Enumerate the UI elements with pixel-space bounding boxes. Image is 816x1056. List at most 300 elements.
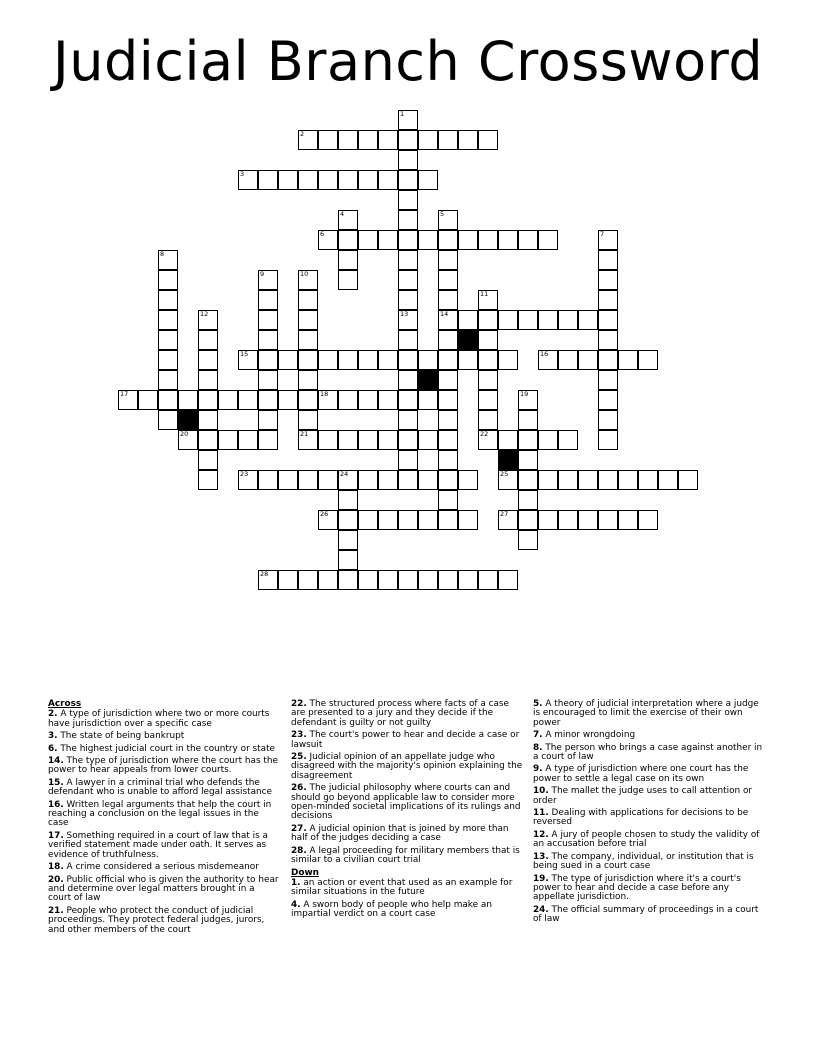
down-clue — [533, 853, 765, 872]
grid-cell[interactable] — [538, 510, 558, 530]
grid-cell[interactable] — [538, 310, 558, 330]
clue-text: The judicial philosophy where courts can and should go beyond applicable law to consider more open-minded societal implications of its rulings and decisions — [291, 783, 521, 822]
clue-number: 17 — [120, 390, 129, 398]
grid-cell[interactable] — [558, 350, 578, 370]
grid-cell[interactable] — [198, 470, 218, 490]
black-square — [418, 370, 438, 390]
grid-cell[interactable] — [258, 370, 278, 390]
clue-number: 6 — [320, 230, 325, 238]
clue-number-label: 15. — [48, 777, 64, 788]
clue-text: A type of jurisdiction where two or more courts have jurisdiction over a specific case — [48, 709, 270, 729]
clue-number: 24 — [340, 470, 349, 478]
grid-cell[interactable] — [218, 430, 238, 450]
grid-cell[interactable] — [258, 350, 278, 370]
grid-cell[interactable] — [418, 130, 438, 150]
clue-number: 11 — [480, 290, 489, 298]
grid-cell[interactable] — [518, 230, 538, 250]
grid-cell[interactable] — [198, 430, 218, 450]
grid-cell[interactable] — [518, 310, 538, 330]
grid-cell[interactable] — [378, 570, 398, 590]
grid-cell[interactable] — [438, 490, 458, 510]
clue-number: 2 — [300, 130, 305, 138]
grid-cell[interactable] — [478, 350, 498, 370]
down-clue — [533, 875, 765, 903]
grid-cell[interactable] — [198, 410, 218, 430]
grid-cell[interactable] — [378, 350, 398, 370]
clue-number-label: 27. — [291, 823, 307, 834]
clue-number: 23 — [240, 470, 249, 478]
clue-number: 9 — [260, 270, 265, 278]
grid-cell[interactable] — [358, 390, 378, 410]
grid-cell[interactable] — [198, 350, 218, 370]
grid-cell[interactable] — [278, 390, 298, 410]
clue-text: A lawyer in a criminal trial who defends the defendant who is unable to afford legal assistance — [48, 777, 273, 798]
clue-text: The state of being bankrupt — [57, 731, 185, 742]
grid-cell[interactable] — [298, 570, 318, 590]
grid-cell[interactable] — [398, 250, 418, 270]
grid-cell[interactable] — [438, 390, 458, 410]
grid-cell[interactable] — [418, 390, 438, 410]
grid-cell[interactable] — [338, 170, 358, 190]
grid-cell[interactable] — [598, 290, 618, 310]
grid-cell[interactable] — [298, 170, 318, 190]
black-square — [458, 330, 478, 350]
clue-number-label: 7. — [533, 730, 543, 741]
clue-number-label: 21. — [48, 905, 64, 916]
grid-cell[interactable] — [438, 570, 458, 590]
grid-cell[interactable] — [338, 430, 358, 450]
grid-cell[interactable] — [298, 410, 318, 430]
grid-cell[interactable] — [678, 470, 698, 490]
grid-cell[interactable] — [198, 450, 218, 470]
grid-cell[interactable] — [298, 330, 318, 350]
clue-number-label: 5. — [533, 699, 543, 709]
grid-cell[interactable] — [338, 270, 358, 290]
grid-cell[interactable] — [378, 510, 398, 530]
clue-number: 1 — [400, 110, 405, 118]
clue-number-label: 19. — [533, 873, 549, 884]
grid-cell[interactable] — [318, 170, 338, 190]
grid-cell[interactable] — [258, 430, 278, 450]
grid-cell[interactable] — [438, 450, 458, 470]
clue-text: The mallet the judge uses to call attention or order — [533, 786, 753, 806]
clue-text: A type of jurisdiction where one court has the power to settle a legal case on its own — [533, 764, 749, 784]
grid-cell[interactable] — [558, 310, 578, 330]
grid-cell[interactable] — [598, 390, 618, 410]
clue-number-label: 2. — [48, 709, 58, 720]
grid-cell[interactable] — [218, 390, 238, 410]
grid-cell[interactable] — [358, 130, 378, 150]
grid-cell[interactable] — [158, 270, 178, 290]
clue-number-label: 8. — [533, 742, 543, 753]
grid-cell[interactable] — [378, 430, 398, 450]
grid-cell[interactable] — [418, 570, 438, 590]
grid-cell[interactable] — [598, 310, 618, 330]
grid-cell[interactable] — [478, 230, 498, 250]
clue-number: 14 — [440, 310, 449, 318]
clue-text: Written legal arguments that help the court in reaching a conclusion on the legal issues in the case — [48, 799, 272, 829]
clue-number: 12 — [200, 310, 209, 318]
clue-column-1 — [48, 700, 280, 938]
down-clue — [533, 831, 765, 850]
grid-cell[interactable] — [478, 410, 498, 430]
grid-cell[interactable] — [378, 170, 398, 190]
across-clue — [48, 710, 280, 729]
grid-cell[interactable] — [458, 570, 478, 590]
grid-cell[interactable] — [338, 250, 358, 270]
clue-number-label: 4. — [291, 899, 301, 910]
grid-cell[interactable] — [198, 390, 218, 410]
clue-number-label: 25. — [291, 752, 307, 763]
grid-cell[interactable] — [258, 330, 278, 350]
clue-number-label: 11. — [533, 808, 549, 819]
page-title: Judicial Branch Crossword — [52, 30, 764, 93]
grid-cell[interactable] — [438, 350, 458, 370]
grid-cell[interactable] — [518, 490, 538, 510]
grid-cell[interactable] — [478, 130, 498, 150]
grid-cell[interactable] — [418, 430, 438, 450]
grid-cell[interactable] — [538, 470, 558, 490]
grid-cell[interactable] — [638, 510, 658, 530]
grid-cell[interactable] — [598, 510, 618, 530]
grid-cell[interactable] — [458, 310, 478, 330]
grid-cell[interactable] — [398, 130, 418, 150]
grid-cell[interactable] — [598, 270, 618, 290]
grid-cell[interactable] — [158, 390, 178, 410]
grid-cell[interactable] — [418, 170, 438, 190]
grid-cell[interactable] — [358, 350, 378, 370]
grid-cell[interactable] — [478, 310, 498, 330]
grid-cell[interactable] — [418, 510, 438, 530]
grid-cell[interactable] — [278, 570, 298, 590]
clue-number-label: 13. — [533, 851, 549, 862]
clue-number: 19 — [520, 390, 529, 398]
grid-cell[interactable] — [398, 390, 418, 410]
grid-cell[interactable] — [458, 510, 478, 530]
grid-cell[interactable] — [398, 210, 418, 230]
grid-cell[interactable] — [258, 410, 278, 430]
across-clue — [48, 779, 280, 798]
grid-cell[interactable] — [518, 430, 538, 450]
grid-cell[interactable] — [258, 310, 278, 330]
grid-cell[interactable] — [158, 410, 178, 430]
clue-number-label: 3. — [48, 731, 58, 742]
clue-number: 21 — [300, 430, 309, 438]
grid-cell[interactable] — [378, 130, 398, 150]
clue-number-label: 14. — [48, 756, 64, 767]
grid-cell[interactable] — [398, 470, 418, 490]
clue-text: A minor wrongdoing — [542, 730, 636, 741]
grid-cell[interactable] — [258, 470, 278, 490]
down-clue — [533, 765, 765, 784]
clue-text: People who protect the conduct of judicial proceedings. They protect federal judges, jurors, and other members of the court — [48, 905, 265, 935]
grid-cell[interactable] — [318, 430, 338, 450]
grid-cell[interactable] — [458, 350, 478, 370]
clue-text: The highest judicial court in the country or state — [57, 743, 276, 754]
clue-number-label: 24. — [533, 904, 549, 915]
grid-cell[interactable] — [458, 130, 478, 150]
across-clue — [48, 863, 280, 872]
grid-cell[interactable] — [378, 390, 398, 410]
grid-cell[interactable] — [538, 430, 558, 450]
grid-cell[interactable] — [478, 570, 498, 590]
grid-cell[interactable] — [438, 510, 458, 530]
grid-cell[interactable] — [398, 230, 418, 250]
down-clue — [533, 787, 765, 806]
grid-cell[interactable] — [578, 510, 598, 530]
clue-text: The structured process where facts of a case are presented to a jury and they decide if the defendant is guilty or not guilty — [291, 699, 510, 728]
clue-number: 25 — [500, 470, 509, 478]
clue-number: 13 — [400, 310, 409, 318]
grid-cell[interactable] — [298, 290, 318, 310]
grid-cell[interactable] — [318, 470, 338, 490]
grid-cell[interactable] — [458, 470, 478, 490]
clue-number: 27 — [500, 510, 509, 518]
grid-cell[interactable] — [258, 170, 278, 190]
grid-cell[interactable] — [438, 290, 458, 310]
grid-cell[interactable] — [498, 430, 518, 450]
grid-cell[interactable] — [398, 350, 418, 370]
grid-cell[interactable] — [398, 150, 418, 170]
grid-cell[interactable] — [518, 450, 538, 470]
grid-cell[interactable] — [438, 270, 458, 290]
across-clue — [48, 732, 280, 741]
grid-cell[interactable] — [358, 570, 378, 590]
grid-cell[interactable] — [598, 330, 618, 350]
clue-number-label: 9. — [533, 764, 543, 775]
grid-cell[interactable] — [298, 310, 318, 330]
clue-number-label: 6. — [48, 743, 58, 754]
clue-number: 18 — [320, 390, 329, 398]
grid-cell[interactable] — [478, 390, 498, 410]
grid-cell[interactable] — [378, 470, 398, 490]
grid-cell[interactable] — [338, 510, 358, 530]
across-clue — [48, 832, 280, 860]
grid-cell[interactable] — [338, 230, 358, 250]
grid-cell[interactable] — [198, 330, 218, 350]
grid-cell[interactable] — [598, 350, 618, 370]
grid-cell[interactable] — [438, 330, 458, 350]
grid-cell[interactable] — [598, 430, 618, 450]
grid-cell[interactable] — [398, 510, 418, 530]
grid-cell[interactable] — [498, 230, 518, 250]
grid-cell[interactable] — [518, 470, 538, 490]
down-clue — [533, 731, 765, 740]
grid-cell[interactable] — [398, 190, 418, 210]
grid-cell[interactable] — [438, 130, 458, 150]
across-clue — [48, 801, 280, 829]
clue-number: 28 — [260, 570, 269, 578]
grid-cell[interactable] — [398, 410, 418, 430]
grid-cell[interactable] — [398, 450, 418, 470]
grid-cell[interactable] — [418, 350, 438, 370]
grid-cell[interactable] — [338, 130, 358, 150]
grid-cell[interactable] — [418, 470, 438, 490]
grid-cell[interactable] — [598, 370, 618, 390]
down-clue — [291, 879, 523, 898]
clue-number: 26 — [320, 510, 329, 518]
grid-cell[interactable] — [158, 310, 178, 330]
grid-cell[interactable] — [438, 250, 458, 270]
grid-cell[interactable] — [578, 310, 598, 330]
clue-text: Dealing with applications for decisions to be reversed — [533, 808, 749, 828]
grid-cell[interactable] — [578, 470, 598, 490]
clue-text: Public official who is given the authority to hear and determine over legal matters brought in a court of law — [48, 874, 279, 904]
grid-cell[interactable] — [538, 230, 558, 250]
clue-text: Judicial opinion of an appellate judge who disagreed with the majority's opinion explaining the disagreement — [291, 752, 523, 781]
grid-cell[interactable] — [158, 370, 178, 390]
grid-cell[interactable] — [438, 430, 458, 450]
clue-number-label: 20. — [48, 874, 64, 885]
grid-cell[interactable] — [638, 470, 658, 490]
grid-cell[interactable] — [318, 350, 338, 370]
grid-cell[interactable] — [558, 470, 578, 490]
grid-cell[interactable] — [578, 350, 598, 370]
across-clue — [291, 825, 523, 844]
grid-cell[interactable] — [298, 390, 318, 410]
across-clue — [291, 753, 523, 781]
across-clue — [291, 700, 523, 728]
grid-cell[interactable] — [358, 430, 378, 450]
clue-text: A legal proceeding for military members that is similar to a civilian court trial — [291, 845, 520, 866]
clue-text: The official summary of proceedings in a court of law — [533, 904, 759, 925]
grid-cell[interactable] — [338, 570, 358, 590]
clue-number: 3 — [240, 170, 245, 178]
grid-cell[interactable] — [298, 370, 318, 390]
grid-cell[interactable] — [518, 510, 538, 530]
down-clue — [533, 906, 765, 925]
clue-number-label: 10. — [533, 786, 549, 797]
grid-cell[interactable] — [338, 350, 358, 370]
grid-cell[interactable] — [258, 290, 278, 310]
clue-number-label: 16. — [48, 799, 64, 810]
clue-number: 5 — [440, 210, 445, 218]
grid-cell[interactable] — [358, 230, 378, 250]
grid-cell[interactable] — [458, 230, 478, 250]
grid-cell[interactable] — [358, 470, 378, 490]
grid-cell[interactable] — [258, 390, 278, 410]
grid-cell[interactable] — [158, 330, 178, 350]
clue-number: 10 — [300, 270, 309, 278]
clue-text: Something required in a court of law that is a verified statement made under oath. It serves as evidence of truthfulness. — [48, 830, 268, 860]
across-clue — [291, 731, 523, 750]
grid-cell[interactable] — [558, 430, 578, 450]
grid-cell[interactable] — [318, 570, 338, 590]
grid-cell[interactable] — [438, 370, 458, 390]
grid-cell[interactable] — [498, 350, 518, 370]
across-clue — [48, 907, 280, 935]
grid-cell[interactable] — [398, 170, 418, 190]
grid-cell[interactable] — [618, 510, 638, 530]
clue-number: 7 — [600, 230, 605, 238]
grid-cell[interactable] — [398, 330, 418, 350]
grid-cell[interactable] — [618, 350, 638, 370]
grid-cell[interactable] — [298, 350, 318, 370]
clue-number: 4 — [340, 210, 345, 218]
clue-number: 20 — [180, 430, 189, 438]
grid-cell[interactable] — [338, 490, 358, 510]
grid-cell[interactable] — [238, 390, 258, 410]
grid-cell[interactable] — [438, 410, 458, 430]
clue-text: an action or event that used as an example for similar situations in the future — [291, 877, 513, 898]
grid-cell[interactable] — [158, 290, 178, 310]
clue-number-label: 1. — [291, 877, 301, 888]
grid-cell[interactable] — [478, 370, 498, 390]
clue-number: 16 — [540, 350, 549, 358]
grid-cell[interactable] — [478, 330, 498, 350]
clue-column-2 — [291, 700, 523, 923]
grid-cell[interactable] — [398, 430, 418, 450]
grid-cell[interactable] — [178, 390, 198, 410]
down-clue — [291, 901, 523, 920]
grid-cell[interactable] — [198, 370, 218, 390]
grid-cell[interactable] — [438, 470, 458, 490]
grid-cell[interactable] — [338, 550, 358, 570]
clue-number-label: 26. — [291, 783, 307, 794]
clue-number: 8 — [160, 250, 165, 258]
grid-cell[interactable] — [398, 370, 418, 390]
grid-cell[interactable] — [138, 390, 158, 410]
down-clue — [533, 700, 765, 728]
grid-cell[interactable] — [398, 570, 418, 590]
grid-cell[interactable] — [558, 510, 578, 530]
clue-number: 22 — [480, 430, 489, 438]
clue-number-label: 12. — [533, 829, 549, 840]
grid-cell[interactable] — [278, 350, 298, 370]
clue-number-label: 28. — [291, 845, 307, 856]
clue-text: The person who brings a case against another in a court of law — [533, 742, 763, 763]
clue-text: A theory of judicial interpretation where a judge is encouraged to limit the exercise of their own power — [533, 699, 759, 728]
across-clue — [48, 745, 280, 754]
grid-cell[interactable] — [598, 470, 618, 490]
grid-cell[interactable] — [598, 410, 618, 430]
grid-cell[interactable] — [298, 470, 318, 490]
grid-cell[interactable] — [398, 290, 418, 310]
grid-cell[interactable] — [158, 350, 178, 370]
grid-cell[interactable] — [358, 170, 378, 190]
grid-cell[interactable] — [358, 510, 378, 530]
clue-text: The company, individual, or institution that is being sued in a court case — [533, 851, 754, 872]
grid-cell[interactable] — [638, 350, 658, 370]
grid-cell[interactable] — [618, 470, 638, 490]
clue-number: 15 — [240, 350, 249, 358]
grid-cell[interactable] — [238, 430, 258, 450]
clue-text: The court's power to hear and decide a case or lawsuit — [291, 730, 520, 750]
grid-cell[interactable] — [398, 270, 418, 290]
grid-cell[interactable] — [418, 230, 438, 250]
clue-text: A judicial opinion that is joined by more than half of the judges deciding a case — [291, 823, 509, 844]
grid-cell[interactable] — [338, 530, 358, 550]
grid-cell[interactable] — [498, 310, 518, 330]
grid-cell[interactable] — [598, 250, 618, 270]
clue-number-label: 23. — [291, 730, 307, 741]
grid-cell[interactable] — [438, 230, 458, 250]
down-clue — [533, 809, 765, 828]
grid-cell[interactable] — [318, 130, 338, 150]
grid-cell[interactable] — [658, 470, 678, 490]
grid-cell[interactable] — [278, 470, 298, 490]
grid-cell[interactable] — [378, 230, 398, 250]
down-heading: Down — [291, 867, 319, 878]
grid-cell[interactable] — [518, 410, 538, 430]
clue-text: A sworn body of people who help make an impartial verdict on a court case — [291, 899, 492, 920]
clue-number-label: 22. — [291, 699, 307, 709]
grid-cell[interactable] — [498, 570, 518, 590]
across-clue — [291, 784, 523, 822]
grid-cell[interactable] — [278, 170, 298, 190]
grid-cell[interactable] — [338, 390, 358, 410]
grid-cell[interactable] — [518, 530, 538, 550]
